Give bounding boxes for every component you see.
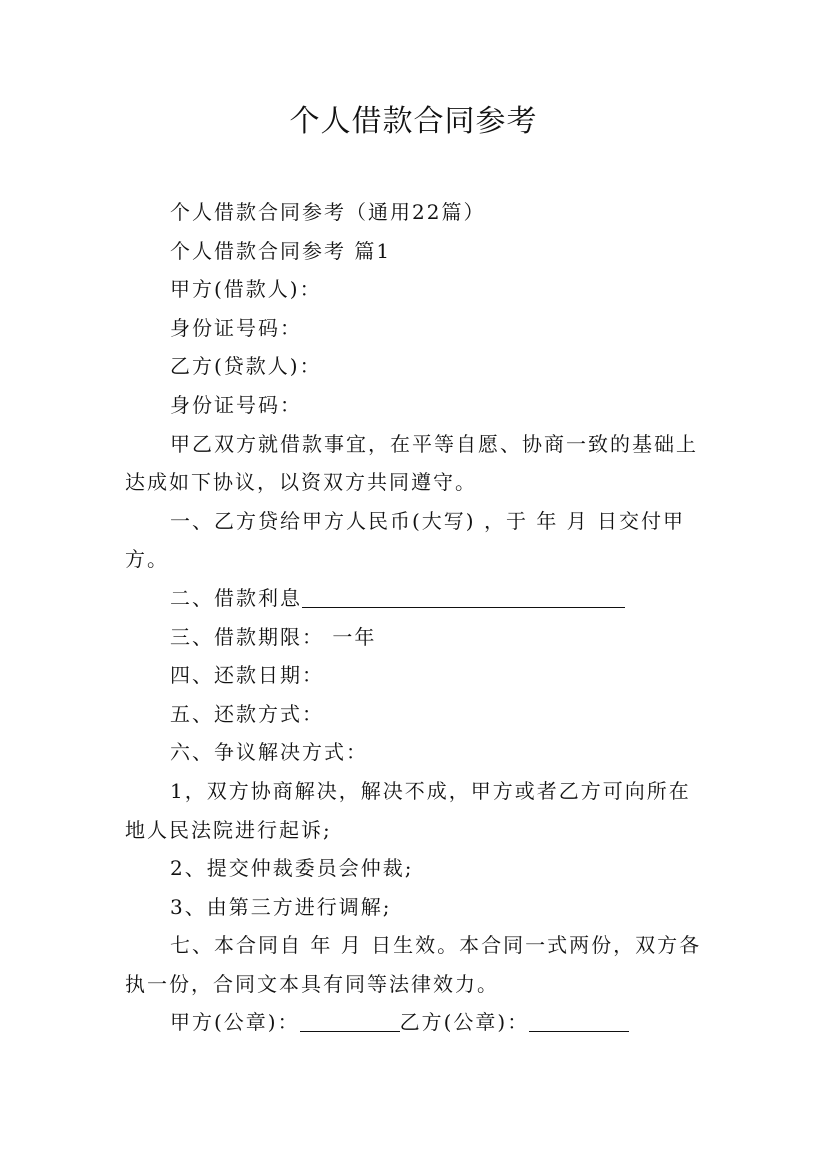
clause-6-dispute-resolution: 六、争议解决方式： (170, 740, 368, 765)
interest-blank-line (302, 585, 625, 608)
dispute-item-2: 2、提交仲裁委员会仲裁; (170, 856, 414, 881)
clause-7-effective: 七、本合同自 年 月 日生效。本合同一式两份，双方各执一份，合同文本具有同等法律效力。 (125, 933, 702, 996)
seal-a-label: 甲方(公章)： (170, 1010, 300, 1035)
clause-4-repayment-date: 四、还款日期： (170, 663, 324, 688)
clause-1-loan-amount: 一、乙方贷给甲方人民币(大写) ，于 年 月 日交付甲方。 (125, 508, 686, 572)
clause-3-term: 三、借款期限： 一年 (170, 624, 377, 649)
seal-a-blank-line (300, 1009, 400, 1032)
party-a-id-label: 身份证号码： (170, 315, 302, 340)
dispute-item-3: 3、由第三方进行调解; (170, 894, 392, 919)
seal-b-blank-line (529, 1009, 629, 1032)
dispute-item-1: 1，双方协商解决，解决不成，甲方或者乙方可向所在地人民法院进行起诉; (125, 778, 691, 842)
party-b-id-label: 身份证号码： (170, 392, 302, 417)
seal-b-label: 乙方(公章)： (399, 1010, 530, 1035)
clause-5-repayment-method: 五、还款方式： (170, 701, 324, 726)
party-a-label: 甲方(借款人)： (170, 277, 322, 302)
party-b-label: 乙方(贷款人)： (170, 354, 322, 379)
document-title: 个人借款合同参考 (289, 104, 538, 139)
document-body (125, 193, 705, 1042)
seal-line (125, 1003, 705, 1042)
section-heading: 个人借款合同参考 篇1 (170, 238, 392, 263)
clause-2-label: 二、借款利息 (170, 585, 302, 610)
preamble-paragraph: 甲乙双方就借款事宜，在平等自愿、协商一致的基础上达成如下协议，以资双方共同遵守。 (125, 431, 698, 495)
document-subtitle: 个人借款合同参考（通用22篇） (170, 200, 486, 224)
clause-2-interest (125, 579, 705, 618)
